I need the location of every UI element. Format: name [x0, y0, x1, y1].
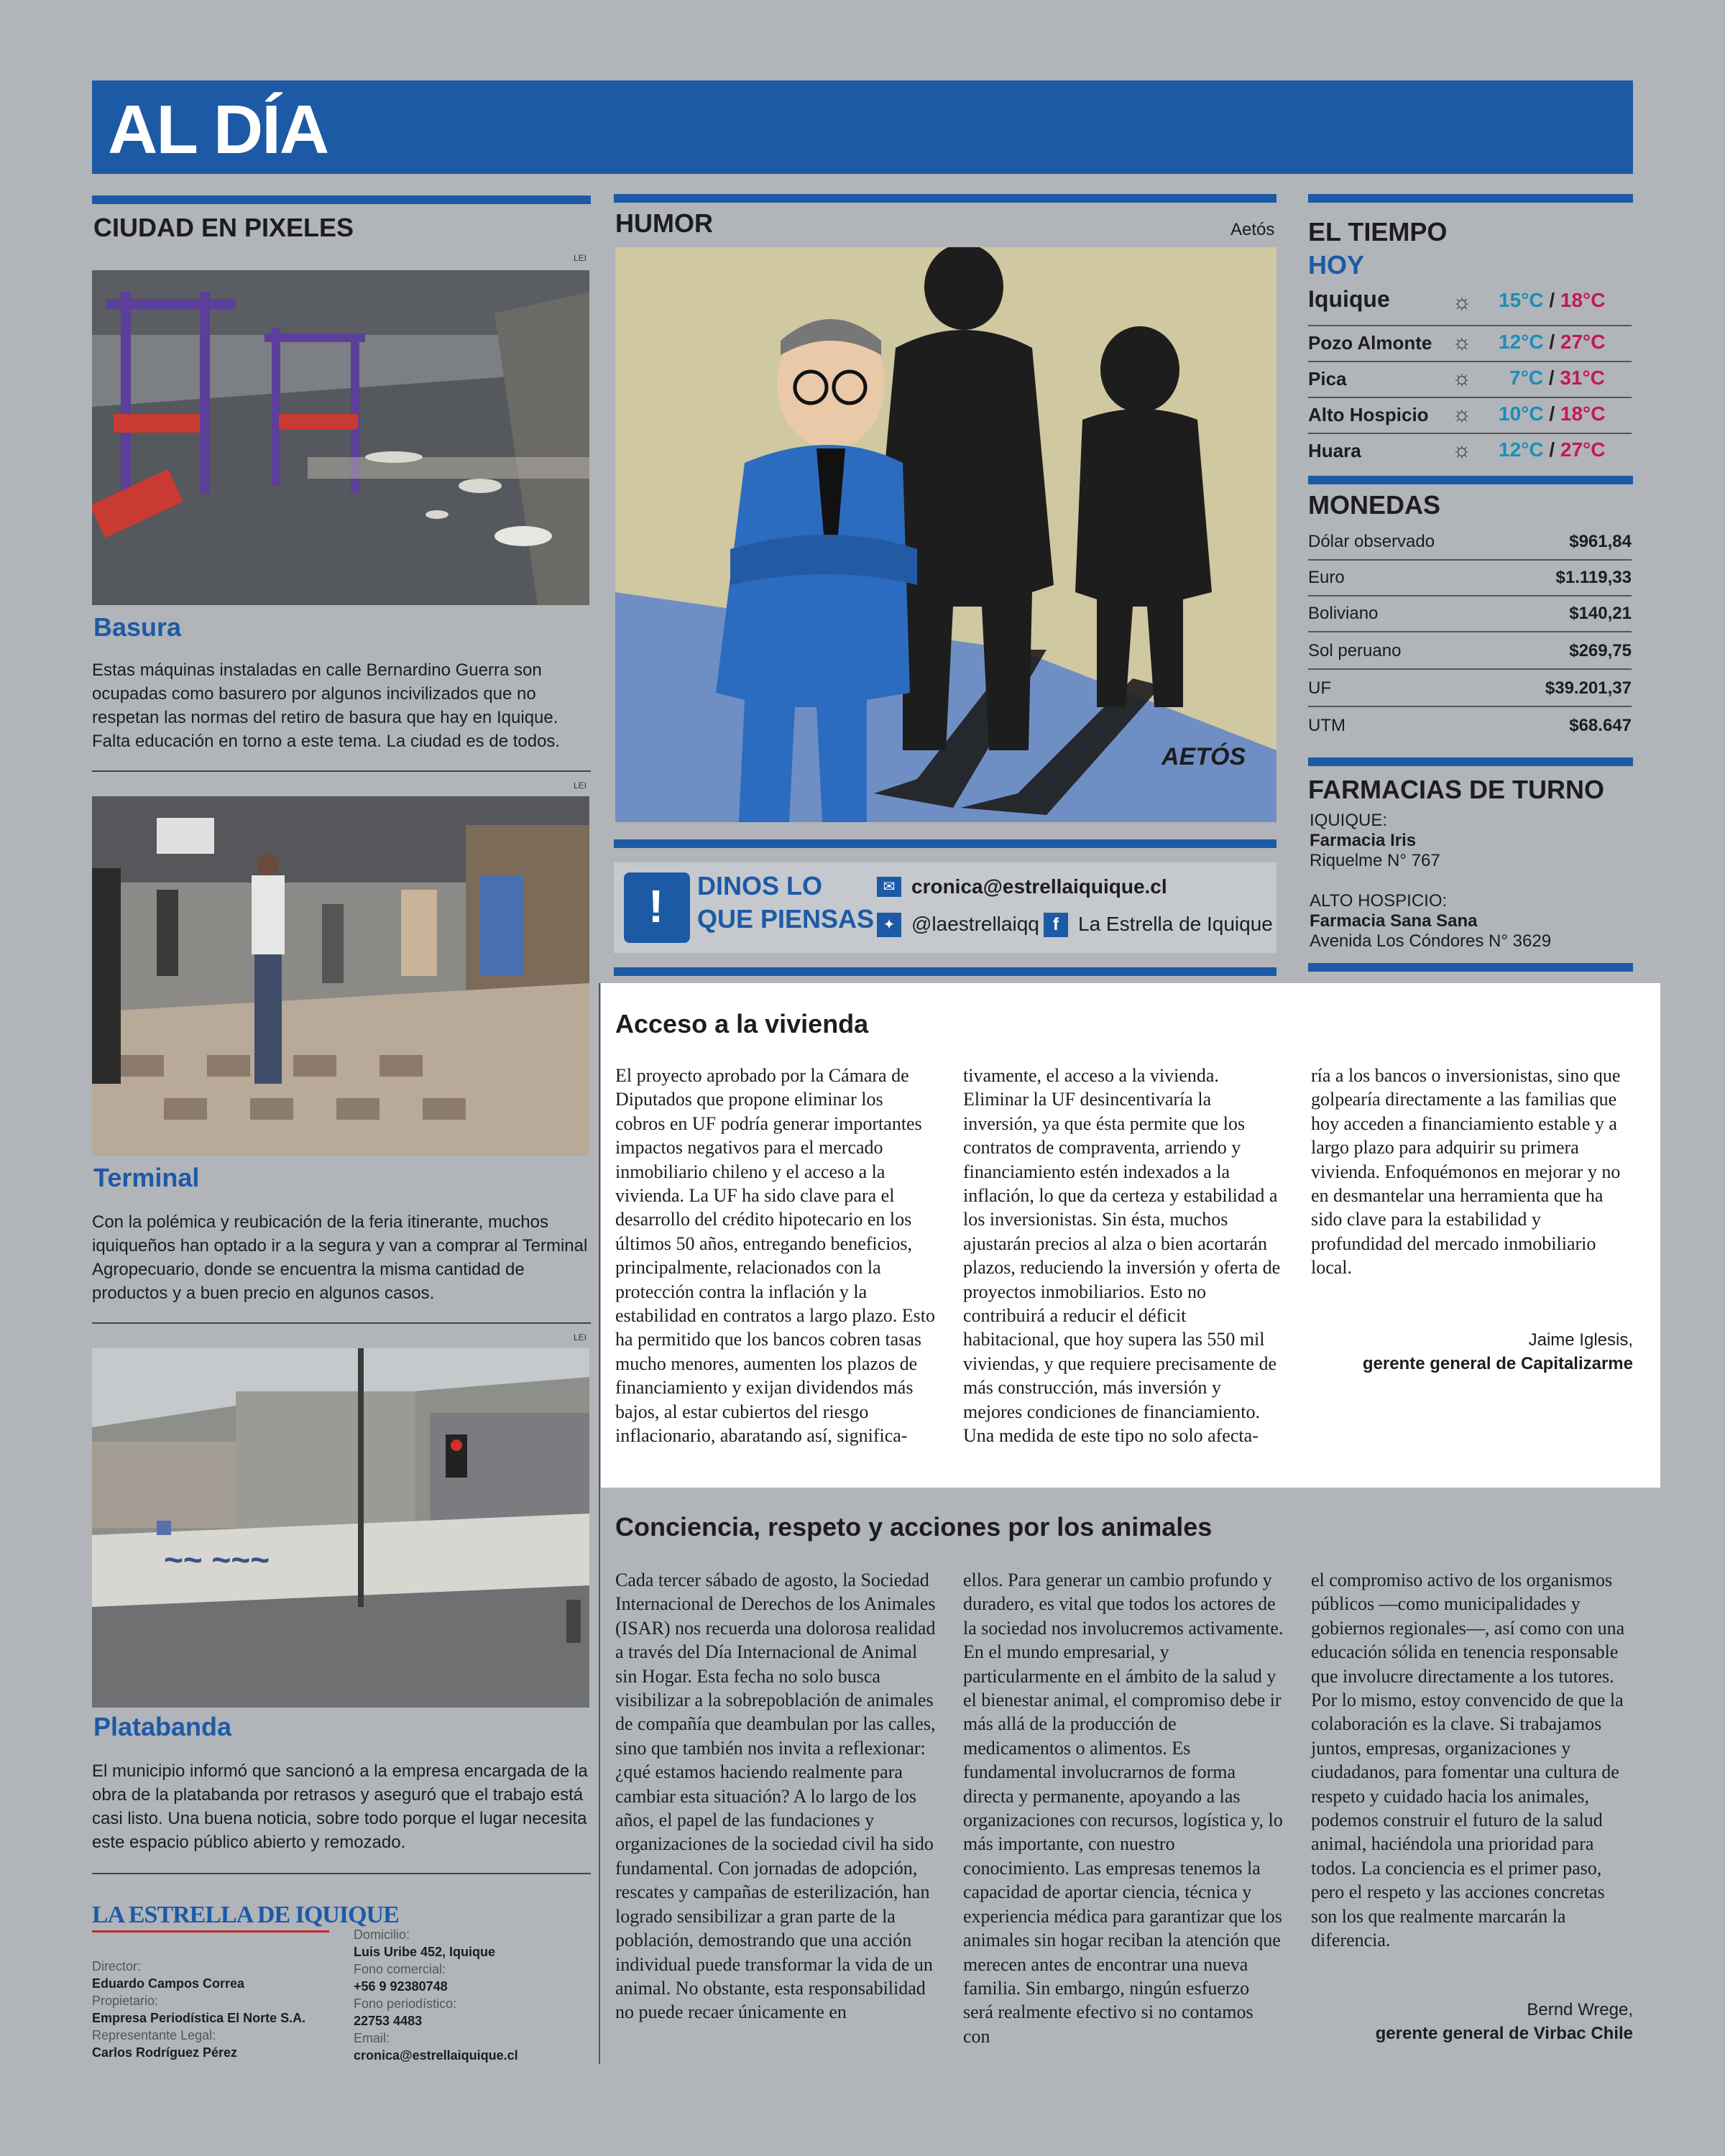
commercial-value: +56 9 92380748: [354, 1979, 448, 1994]
ciudad-title: CIUDAD EN PIXELES: [93, 213, 354, 242]
basura-caption: Estas máquinas instaladas en calle Bernardino Guerra son ocupadas como basurero por algunos incivilizados que no respetan las normas del retiro de basura que hay en Iquique. Falta educación en torno a este tema. La ciudad es de todos.: [92, 660, 561, 751]
facebook-icon: f: [1044, 913, 1068, 937]
farmacia-alto-label: ALTO HOSPICIO:: [1310, 891, 1448, 911]
humor-top-rule: [614, 194, 1276, 203]
currency-row: [1308, 707, 1632, 743]
weather-row: Alto Hospicio ☼ 10°C / 18°C: [1308, 397, 1632, 434]
owner-value: Empresa Periodística El Norte S.A.: [92, 2011, 306, 2025]
legal-label: Representante Legal:: [92, 2028, 216, 2042]
weather-max: 18°C: [1560, 402, 1606, 425]
dinos-title-line2: QUE PIENSAS: [697, 904, 875, 934]
dinos-top-rule: [614, 839, 1276, 848]
weather-row: Iquique ☼ 15°C / 18°C: [1308, 280, 1632, 326]
terminal-title: Terminal: [93, 1163, 200, 1192]
currency-row: [1308, 595, 1632, 632]
tiempo-title: EL TIEMPO: [1308, 217, 1448, 247]
news-phone-label: Fono periodístico:: [354, 1996, 457, 2011]
dinos-title-line1: DINOS LO: [697, 871, 823, 900]
article2-col2-text: ellos. Para generar un cambio profundo y duradero, es vital que todos los actores de la sociedad nos involucremos activamente. En el mundo empresarial, y particularmente en el ámbito de la salud y el bienestar animal, el compromiso debe ir más allá de la producción de medicamentos o alimentos. Es fundamental involucrarnos de forma directa y permanente, apoyando a las organizaciones con recursos, logística y, lo más importante, con nuestro conocimiento. Las empresas tenemos la capacidad de aportar ciencia, técnica y experiencia médica para garantizar que los animales sin hogar reciban la atención que merecen antes de encontrar una nueva familia. Sin embargo, ningún esfuerzo será realmente efectivo si no contamos con: [963, 1570, 1284, 2047]
divider: [92, 770, 591, 772]
weather-max: 31°C: [1560, 367, 1605, 389]
currency-name: Euro: [1308, 568, 1345, 587]
photo-credit: LEI: [574, 253, 587, 263]
monedas-title: MONEDAS: [1308, 490, 1441, 520]
newspaper-logo: LA ESTRELLA DE IQUIQUE: [92, 1902, 399, 1928]
mail-icon: ✉: [877, 877, 901, 897]
dinos-box: [614, 862, 1276, 953]
logo-underline: [92, 1930, 329, 1932]
article1-col2: [963, 1064, 1284, 1448]
legal-value: Carlos Rodríguez Pérez: [92, 2045, 238, 2060]
article2-title: Conciencia, respeto y acciones por los animales: [615, 1512, 1213, 1542]
weather-min: 10°C: [1499, 402, 1544, 425]
weather-row: Huara ☼ 12°C / 27°C: [1308, 438, 1606, 462]
owner-label: Propietario:: [92, 1994, 159, 2008]
article2-col2: [963, 1568, 1284, 2048]
dinos-twitter[interactable]: @laestrellaiqq: [911, 913, 1039, 935]
monedas-top-rule: [1308, 476, 1633, 484]
weather-city: Pica: [1308, 368, 1347, 390]
article1-col1: [615, 1064, 936, 1448]
section-banner: [92, 80, 1633, 174]
farmacias-bottom-rule: [1308, 963, 1633, 972]
weather-min: 12°C: [1499, 438, 1544, 461]
basura-title: Basura: [93, 612, 182, 642]
currency-name: UF: [1308, 678, 1331, 698]
farmacia-iquique-address: Riquelme N° 767: [1310, 851, 1440, 870]
article1-signature: [1311, 1328, 1633, 1376]
currency-row: [1308, 559, 1632, 596]
article1-col3-text: ría a los bancos o inversionistas, sino que golpearía directamente a las familias que hoy acceden a financiamiento estable y a largo plazo para adquirir su primera vivienda. Enfoquémonos en mejorar y no en desmantelar una herramienta que ha sido clave para la estabilidad y profundidad del mercado inmobiliario local.: [1311, 1065, 1621, 1279]
director-label: Director:: [92, 1959, 142, 1973]
currency-name: UTM: [1308, 716, 1346, 735]
platabanda-caption: El municipio informó que sancionó a la empresa encargada de la obra de la platabanda por retrasos y aseguró que el trabajo está casi listo. Una buena noticia, sobre todo porque el lugar necesita este espacio público abierto y remozado.: [92, 1761, 588, 1852]
weather-max: 18°C: [1560, 289, 1606, 311]
farmacia-iquique: [1310, 811, 1440, 871]
tiempo-top-rule: [1308, 194, 1633, 203]
article1-col3: [1311, 1064, 1632, 1280]
article2-signature: [1311, 1998, 1633, 2045]
platabanda-photo: [92, 1348, 589, 1708]
weather-max: 27°C: [1560, 331, 1606, 353]
sun-icon: ☼: [1452, 402, 1472, 426]
address-label: Domicilio:: [354, 1927, 410, 1942]
currency-value: $269,75: [1569, 641, 1632, 660]
currency-value: $961,84: [1569, 532, 1632, 551]
tiempo-subtitle: HOY: [1308, 250, 1365, 280]
sun-icon: ☼: [1452, 331, 1472, 354]
article1-role: gerente general de Capitalizarme: [1362, 1354, 1633, 1373]
article2-col1: [615, 1568, 936, 2024]
twitter-icon: ✦: [877, 913, 901, 937]
currency-value: $140,21: [1569, 604, 1632, 623]
article2-author: Bernd Wrege,: [1527, 2000, 1633, 2019]
terminal-caption: Con la polémica y reubicación de la feria itinerante, muchos iquiqueños han optado ir a la segura y van a comprar al Terminal Agropecuario, donde se encuentra la misma cantidad de productos y a buen precio en algunos casos.: [92, 1212, 588, 1303]
farmacia-alto-address: Avenida Los Cóndores N° 3629: [1310, 931, 1552, 951]
address-value: Luis Uribe 452, Iquique: [354, 1945, 496, 1959]
farmacia-alto-name: Farmacia Sana Sana: [1310, 911, 1478, 931]
article1-author: Jaime Iglesis,: [1528, 1330, 1633, 1350]
article1-col2-text: tivamente, el acceso a la vivienda. Eliminar la UF desincentivaría la inversión, ya que ésta permite que los contratos de compraventa, arriendo y financiamiento estén indexados a la inflación, lo que da certeza y estabilidad a los inversionistas. Sin ésta, muchos ajustarán precios al alza o bien acortarán plazos, reduciendo la inversión y oferta de proyectos inmobiliarios. Esto no contribuirá a reducir el déficit habitacional, que hoy supera las 550 mil viviendas, y que requiere precisamente de más construcción, más inversión y mejores condiciones de financiamiento. Una medida de este tipo no solo afecta-: [963, 1065, 1281, 1447]
photo-credit: LEI: [574, 780, 587, 791]
farmacias-title: FARMACIAS DE TURNO: [1308, 775, 1604, 804]
currency-row: [1308, 632, 1632, 670]
partly-cloudy-icon: ☼: [1452, 290, 1472, 314]
weather-city: Pozo Almonte: [1308, 332, 1432, 354]
currency-value: $68.647: [1569, 716, 1632, 735]
currency-value: $1.119,33: [1555, 568, 1632, 587]
currency-row: [1308, 670, 1632, 707]
basura-photo: [92, 270, 589, 605]
terminal-photo: [92, 796, 589, 1156]
farmacia-iquique-label: IQUIQUE:: [1310, 811, 1388, 830]
svg-text:~~ ~~~: ~~ ~~~: [164, 1541, 270, 1578]
farmacia-iquique-name: Farmacia Iris: [1310, 831, 1417, 850]
currency-name: Boliviano: [1308, 604, 1379, 623]
speech-bubble-icon: !: [624, 872, 690, 943]
farmacias-top-rule: [1308, 757, 1633, 766]
cartoon-signature: AETÓS: [1162, 743, 1246, 770]
footer-left: [92, 1958, 305, 2061]
footer-email-value: cronica@estrellaiquique.cl: [354, 2048, 518, 2063]
column-divider: [599, 983, 600, 2064]
article2-col1-text: Cada tercer sábado de agosto, la Sociedad Internacional de Derechos de los Animales (ISAR) nos recuerda una dolorosa realidad a través del Día Internacional de Animal sin Hogar. Esta fecha no solo busca visibilizar a la sobrepoblación de animales de compañía que deambulan por las calles, sino que también nos invita a reflexionar: ¿qué estamos haciendo realmente para cambiar esta situación? A lo largo de los años, el papel de las fundaciones y organizaciones de la sociedad civil ha sido fundamental. Con jornadas de adopción, rescates y campañas de esterilización, han logrado sensibilizar a gran parte de la población, demostrando que una acción individual puede transformar la vida de un animal. No obstante, esta responsabilidad no puede recaer únicamente en: [615, 1570, 936, 2023]
article2-col3-text: el compromiso activo de los organismos públicos —como municipalidades y gobiernos regionales—, así como con una educación sólida en tenencia responsable que involucre directamente a los tutores. Por lo mismo, estoy convencido de que la colaboración es la clave. Si trabajamos juntos, empresas, organizaciones y ciudadanos, para fomentar una cultura de respeto y cuidado hacia los animales, podemos construir el futuro de la salud animal, haciéndola una prioridad para todos. La conciencia es el primer paso, pero el respeto y las acciones concretas son los que realmente marcarán la diferencia.: [1311, 1570, 1625, 1951]
footer-right: [354, 1926, 518, 2064]
article1-title: Acceso a la vivienda: [615, 1009, 869, 1038]
farmacia-alto-hospicio: [1310, 891, 1551, 952]
weather-row: Pica ☼ 7°C / 31°C: [1308, 361, 1632, 398]
weather-city: Alto Hospicio: [1308, 404, 1429, 425]
currency-row: [1308, 523, 1632, 561]
weather-max: 27°C: [1560, 438, 1606, 461]
weather-min: 12°C: [1499, 331, 1544, 353]
ciudad-top-rule: [92, 195, 591, 204]
weather-min: 7°C: [1509, 367, 1543, 389]
banner-title: AL DÍA: [108, 91, 328, 168]
article2-col3: [1311, 1568, 1632, 1953]
weather-min: 15°C: [1499, 289, 1544, 311]
email-label: Email:: [354, 2031, 390, 2045]
currency-name: Sol peruano: [1308, 641, 1402, 660]
humor-cartoon: [615, 247, 1276, 822]
humor-author: Aetós: [1230, 220, 1275, 239]
news-phone-value: 22753 4483: [354, 2014, 423, 2028]
photo-credit: LEI: [574, 1332, 587, 1342]
platabanda-title: Platabanda: [93, 1712, 232, 1741]
sun-icon: ☼: [1452, 438, 1472, 462]
dinos-email[interactable]: cronica@estrellaiquique.cl: [911, 875, 1167, 898]
weather-row: Pozo Almonte ☼ 12°C / 27°C: [1308, 325, 1632, 362]
director-value: Eduardo Campos Correa: [92, 1976, 245, 1991]
sun-icon: ☼: [1452, 367, 1472, 390]
divider: [92, 1873, 591, 1874]
dinos-bottom-rule: [614, 967, 1276, 976]
article2-role: gerente general de Virbac Chile: [1375, 2024, 1633, 2043]
divider: [92, 1322, 591, 1324]
commercial-label: Fono comercial:: [354, 1962, 446, 1976]
weather-city: Huara: [1308, 440, 1361, 461]
currency-value: $39.201,37: [1545, 678, 1632, 698]
dinos-facebook[interactable]: La Estrella de Iquique: [1078, 913, 1273, 935]
weather-city: Iquique: [1308, 286, 1390, 312]
article1-col1-text: El proyecto aprobado por la Cámara de Diputados que propone eliminar los cobros en UF podría generar importantes impactos negativos para el mercado inmobiliario chileno y el acceso a la vivienda. La UF ha sido clave para el desarrollo del crédito hipotecario en los últimos 50 años, entregando beneficios, principalmente, relacionados con la protección contra la inflación y la estabilidad en contratos a largo plazo. Esto ha permitido que los bancos cobren tasas mucho menores, aumenten los plazos de financiamiento y exijan dividendos más bajos, al estar cubiertos del riesgo inflacionario, abaratando así, significa-: [615, 1065, 935, 1447]
humor-title: HUMOR: [615, 208, 713, 238]
currency-name: Dólar observado: [1308, 532, 1435, 551]
